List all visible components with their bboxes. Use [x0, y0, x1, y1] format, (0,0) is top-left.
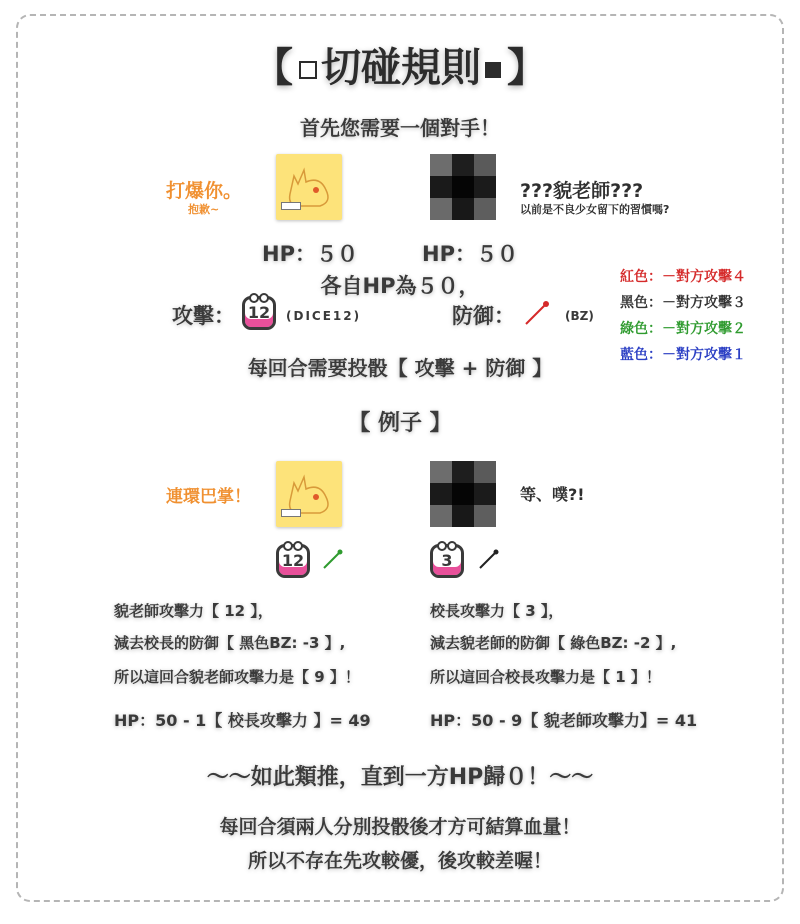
left-line-2: 減去校長的防御【 黑色BZ: -3 】, — [114, 634, 346, 652]
player1-shout: 打爆你。 — [166, 180, 243, 202]
example-right-die-value: 3 — [441, 551, 453, 570]
legend-green: 綠色：－對方攻擊２ — [620, 321, 746, 337]
example-right-shout: 等、噗?! — [520, 485, 585, 504]
black-pin-icon — [476, 546, 502, 572]
pixelated-avatar — [430, 154, 496, 220]
pixelated-avatar-example — [430, 461, 496, 527]
left-line-1: 貌老師攻擊力【 12 】， — [114, 602, 273, 620]
chick-badge — [281, 509, 301, 517]
attack-die-value: 12 — [247, 303, 271, 322]
example-left-die-value: 12 — [281, 551, 305, 570]
defense-label: 防御： — [452, 304, 515, 328]
right-hp-result: HP：50 - 9【 貌老師攻擊力】= 41 — [430, 711, 698, 730]
chick-avatar — [276, 154, 342, 220]
left-line-3: 所以這回合貌老師攻擊力是【 9 】！ — [114, 668, 360, 686]
defense-note: (BZ) — [565, 309, 594, 323]
chick-badge — [281, 202, 301, 210]
empty-square-icon — [299, 61, 317, 79]
player1-sub: 抱歉~ — [188, 203, 220, 216]
chick-drawing — [276, 461, 342, 527]
filled-square-icon — [485, 62, 501, 78]
player2-hp: HP：５０ — [422, 242, 518, 266]
attack-label: 攻擊： — [172, 304, 235, 328]
example-title: 【 例子 】 — [348, 411, 452, 436]
each-round-rule: 每回合需要投骰【 攻擊 + 防御 】 — [247, 356, 553, 380]
d12-dice-icon-example — [276, 544, 310, 578]
right-line-1: 校長攻擊力【 3 】， — [430, 602, 564, 620]
example-left-shout: 連環巴掌！ — [166, 487, 251, 507]
title-text: 切碰規則 — [321, 45, 481, 91]
title-bracket-open: 【 — [253, 45, 293, 91]
d12-dice-icon — [242, 296, 276, 330]
player2-sub: 以前是不良少女留下的習慣嗎? — [520, 203, 670, 216]
chick-avatar-example — [276, 461, 342, 527]
legend-red: 紅色：－對方攻擊４ — [620, 269, 746, 285]
right-line-3: 所以這回合校長攻擊力是【 1 】！ — [430, 668, 661, 686]
player1-hp: HP：５０ — [262, 242, 358, 266]
page-title — [0, 36, 800, 93]
pin-icon — [522, 298, 552, 328]
player2-name: ???貌老師??? — [520, 180, 644, 202]
right-line-2: 減去貌老師的防御【 綠色BZ: -2 】, — [430, 634, 677, 652]
d12-dice-icon-example2 — [430, 544, 464, 578]
conclusion-text: ～～如此類推，直到一方HP歸０！～～ — [206, 765, 594, 790]
attack-note: (DICE12) — [286, 309, 362, 323]
legend-blue: 藍色：－對方攻擊１ — [620, 347, 746, 363]
title-bracket-close: 】 — [507, 45, 547, 91]
left-hp-result: HP：50 - 1【 校長攻擊力 】= 49 — [114, 711, 371, 730]
footer-line-2: 所以不存在先攻較優，後攻較差喔！ — [247, 850, 552, 872]
green-pin-icon — [320, 546, 346, 572]
footer-line-1: 每回合須兩人分別投骰後才方可結算血量！ — [219, 816, 581, 838]
legend-black: 黑色：－對方攻擊３ — [620, 295, 746, 311]
chick-drawing — [276, 154, 342, 220]
intro-text: 首先您需要一個對手！ — [300, 116, 500, 140]
hp-rule: 各自HP為５０， — [320, 274, 480, 298]
